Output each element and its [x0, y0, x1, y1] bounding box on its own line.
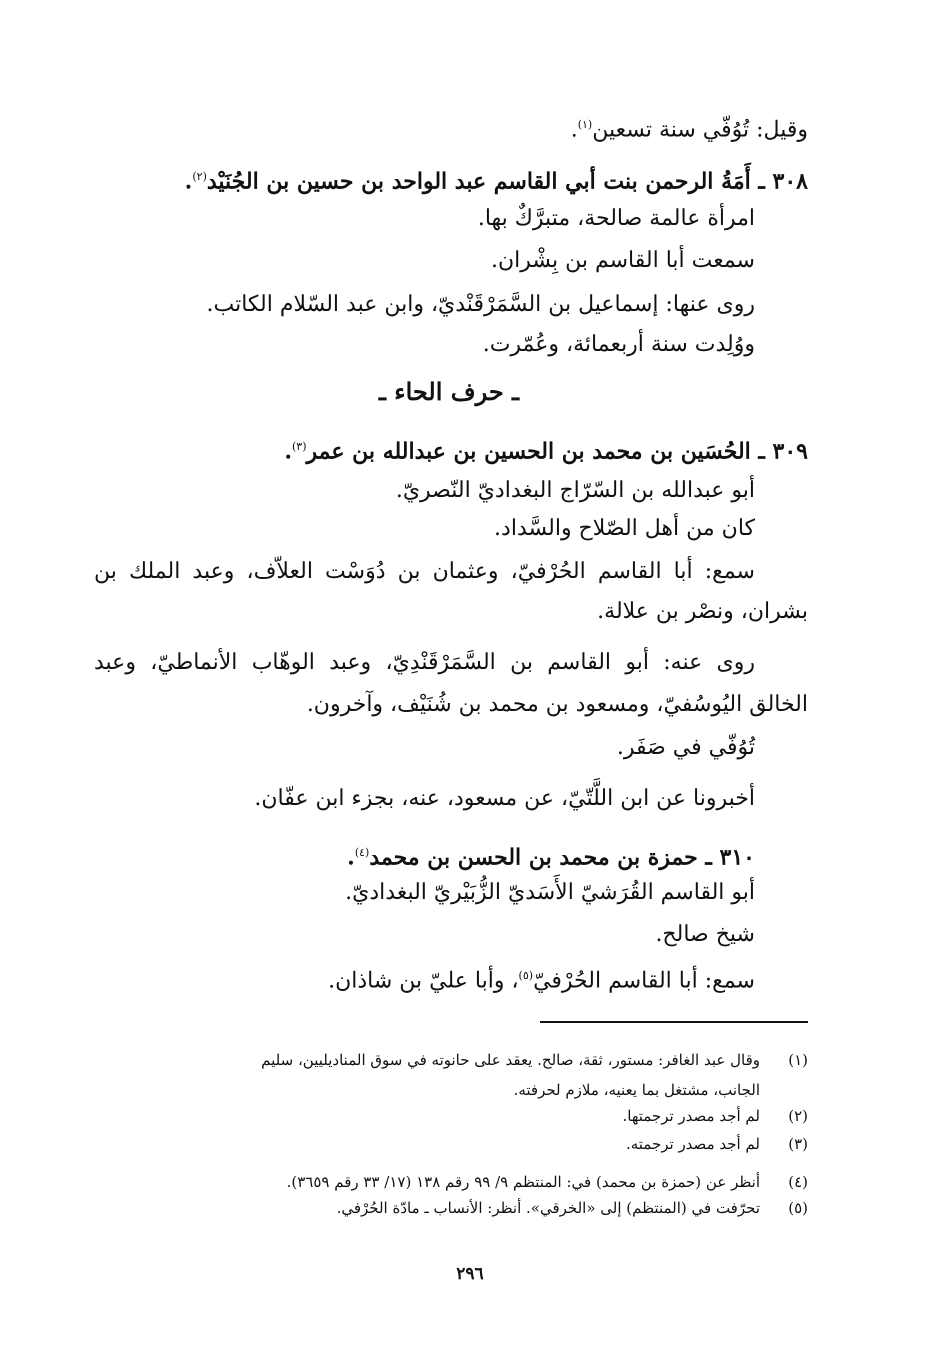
text-line-12: روى عنه: أبو القاسم بن السَّمَرْقَنْدِيّ، وعبد الوهّاب الأنماطيّ، وعبد	[94, 650, 755, 675]
entry-310-title: ٣١٠ ـ حمزة بن محمد بن الحسن بن محمد$^{(٤)}$.	[347, 844, 755, 871]
footnote-1: (١)وقال عبد الغافر: مستور، ثقة، صالح. يعقد على حانوته في سوق المناديليين، سليم	[261, 1051, 808, 1069]
footnote-ref-5: (٥)	[518, 969, 534, 982]
footnote-ref-1: (١)	[577, 118, 593, 131]
text-line-3: امرأة عالمة صالحة، متبرَّكٌ بها.	[477, 206, 755, 231]
footnote-number-5: (٥)	[788, 1199, 808, 1217]
text-line-11: بشران، ونصْر بن علالة.	[597, 599, 808, 624]
text-line-15: أخبرونا عن ابن اللَّتّيّ، عن مسعود، عنه، بجزء ابن عفّان.	[254, 786, 755, 811]
footnote-1-continued: الجانب، مشتغل بما يعنيه، ملازم لحرفته.	[513, 1081, 760, 1099]
page-number: ٢٩٦	[456, 1264, 484, 1284]
text-line-17: أبو القاسم القُرَشيّ الأَسَديّ الزُّبَيْريّ البغداديّ.	[345, 880, 755, 905]
text-line-5: روى عنها: إسماعيل بن السَّمَرْقَنْديّ، وابن عبد السّلام الكاتب.	[206, 292, 755, 317]
text-line-4: سمعت أبا القاسم بن بِشْران.	[490, 248, 755, 273]
text-line-8: أبو عبدالله بن السّرّاج البغداديّ النّصريّ.	[395, 478, 755, 503]
footnote-2: (٢)لم أجد مصدر ترجمتها.	[622, 1107, 808, 1125]
footnote-ref-4: (٤)	[354, 846, 370, 859]
footnote-ref-2: (٢)	[192, 170, 207, 183]
footnote-separator	[540, 1021, 808, 1023]
text-line-18: شيخ صالح.	[655, 922, 755, 947]
footnote-3: (٣)لم أجد مصدر ترجمته.	[625, 1135, 808, 1153]
text-line-6: ووُلِدت سنة أربعمائة، وعُمّرت.	[482, 332, 755, 357]
text-line-9: كان من أهل الصّلاح والسَّداد.	[494, 516, 755, 541]
entry-308-title: ٣٠٨ ـ أَمَةُ الرحمن بنت أبي القاسم عبد الواحد بن حسين بن الجُنَيْد$^{(٢)}$.	[184, 168, 808, 195]
footnote-ref-3: (٣)	[292, 440, 307, 453]
text-line-13: الخالق اليُوسُفيّ، ومسعود بن محمد بن شُنَيْف، وآخرون.	[306, 692, 808, 717]
text-line-1: وقيل: تُوُفّي سنة تسعين$^{(١)}$.	[570, 117, 808, 143]
section-heading: ـ حرف الحاء ـ	[378, 377, 520, 406]
footnote-number-2: (٢)	[788, 1107, 808, 1125]
footnote-5: (٥)تحرّفت في (المنتظم) إلى «الخرقي». أنظر: الأنساب ـ مادّة الحُرْفي.	[336, 1199, 808, 1217]
footnote-4: (٤)أنظر عن (حمزة بن محمد) في: المنتظم ٩/ ٩٩ رقم ١٣٨ (١٧/ ٣٣ رقم ٣٦٥٩).	[286, 1173, 808, 1191]
footnote-number-4: (٤)	[788, 1173, 808, 1191]
footnote-number-1: (١)	[788, 1051, 808, 1069]
text-line-19: سمع: أبا القاسم الحُرْفيّ$^{(٥)}$، وأبا عليّ بن شاذان.	[328, 968, 755, 994]
entry-309-title: ٣٠٩ ـ الحُسَين بن محمد بن الحسين بن عبدالله بن عمر$^{(٣)}$.	[284, 438, 808, 465]
text-line-14: تُوُفّي في صَفَر.	[616, 735, 755, 760]
footnote-number-3: (٣)	[788, 1135, 808, 1153]
text-line-10: سمع: أبا القاسم الحُرْفيّ، وعثمان بن دُوَسْت العلاّف، وعبد الملك بن	[94, 559, 755, 584]
